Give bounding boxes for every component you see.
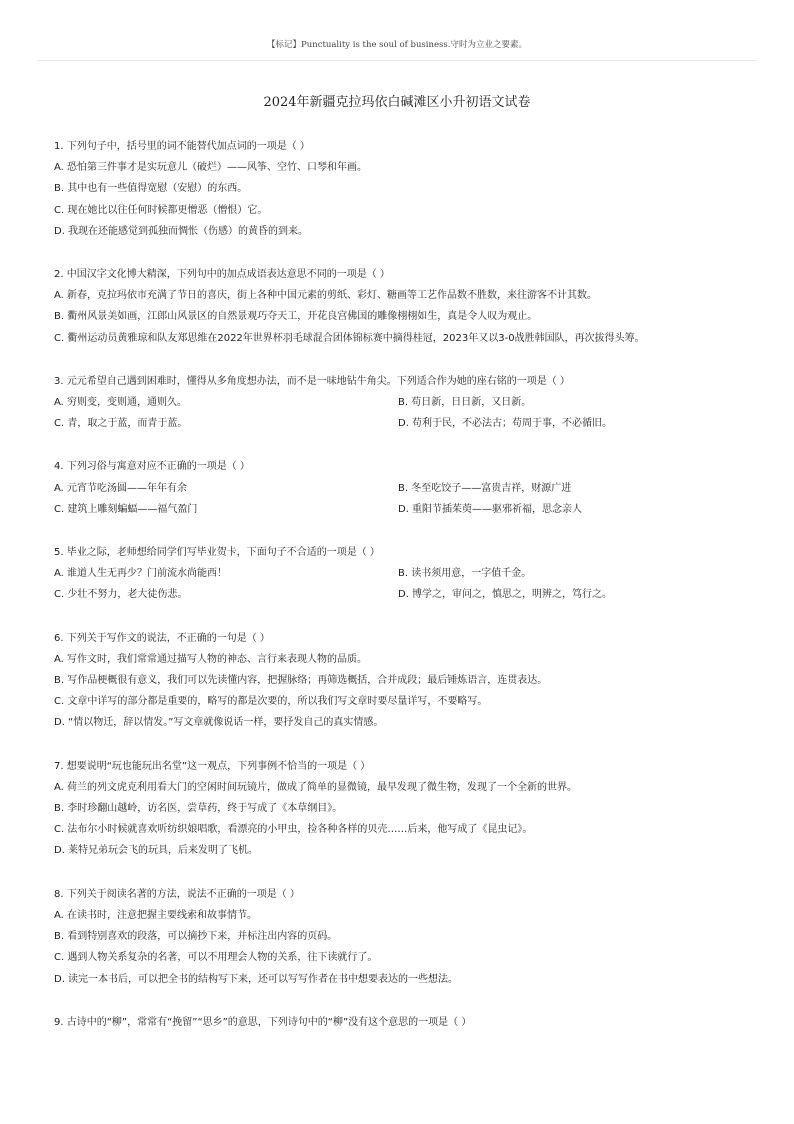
question-stem: 4. 下列习俗与寓意对应不正确的一项是（ ）: [54, 461, 250, 473]
option-c: C. 建筑上雕刻蝙蝠——福气盈门: [54, 503, 198, 515]
option-d: D. 重阳节插茱萸——驱邪祈福，思念亲人: [398, 503, 583, 515]
question-4: [54, 456, 750, 520]
option-d: D. 读完一本书后，可以把全书的结构写下来，还可以写写作者在书中想要表达的一些想法。: [54, 973, 459, 985]
option-c: C. 现在她比以往任何时候都更憎恶（憎恨）它。: [54, 204, 268, 216]
question-stem: 5. 毕业之际，老师想给同学们写毕业贺卡，下面句子不合适的一项是（ ）: [54, 547, 380, 559]
question-list: [54, 136, 750, 1055]
option-a: A. 恐怕第三件事才是实玩意儿（破烂）——风筝、空竹、口琴和年画。: [54, 162, 368, 174]
option-b: B. 其中也有一些值得宽慰（安慰）的东西。: [54, 183, 248, 195]
option-a: A. 元宵节吃汤圆——年年有余: [54, 482, 188, 494]
option-a: A. 穷则变，变则通，通则久。: [54, 397, 188, 409]
question-5: [54, 542, 750, 606]
option-b: B. 看到特别喜欢的段落，可以摘抄下来，并标注出内容的页码。: [54, 931, 338, 943]
question-9: [54, 1012, 750, 1033]
header-divider: [38, 60, 756, 61]
option-b: B. 李时珍翻山越岭，访名医，尝草药，终于写成了《本草纲目》。: [54, 803, 343, 815]
question-stem: 2. 中国汉字文化博大精深，下列句中的加点成语表达意思不同的一项是（ ）: [54, 269, 390, 281]
option-a: A. 荷兰的列文虎克利用看大门的空闲时间玩镜片，做成了简单的显微镜，最早发现了微生物，发现了一个全新的世界。: [54, 781, 578, 793]
option-c: C. 衢州运动员黄雅琼和队友郑思维在2022年世界杯羽毛球混合团体锦标赛中摘得桂冠，2023年又以3-0战胜韩国队，再次拔得头筹。: [54, 332, 645, 344]
option-b: B. 苟日新，日日新，又日新。: [398, 397, 532, 409]
option-d: D. 我现在还能感觉到孤独而惆怅（伤感）的黄昏的到来。: [54, 225, 309, 237]
question-stem: 3. 元元希望自己遇到困难时，懂得从多角度想办法，而不是一味地钻牛角尖。下列适合作为她的座右铭的一项是（ ）: [54, 375, 570, 387]
option-d: D. 莱特兄弟玩会飞的玩具，后来发明了飞机。: [54, 845, 259, 857]
question-stem: 8. 下列关于阅读名著的方法，说法不正确的一项是（ ）: [54, 888, 300, 900]
question-2: [54, 264, 750, 349]
option-c: C. 青，取之于蓝，而青于蓝。: [54, 418, 188, 430]
page-header-banner: 【标记】Punctuality is the soul of business.守时为立业之要素。: [267, 40, 527, 50]
option-a: A. 谁道人生无再少？门前流水尚能西！: [54, 568, 228, 580]
option-b: B. 冬至吃饺子——富贵吉祥，财源广进: [398, 482, 572, 494]
option-b: B. 写作品梗概很有意义，我们可以先读懂内容，把握脉络；再筛选概括，合并成段；最后锤炼语言，连贯表达。: [54, 675, 548, 687]
option-b: B. 读书须用意，一字值千金。: [398, 568, 532, 580]
question-7: [54, 756, 750, 862]
option-grid: [54, 392, 750, 434]
question-stem: 9. 古诗中的“柳”，常常有“挽留”“思乡”的意思，下列诗句中的“柳”没有这个意思的一项是（ ）: [54, 1016, 472, 1028]
page-title: 2024年新疆克拉玛依白碱滩区小升初语文试卷: [263, 95, 531, 110]
option-grid: [54, 563, 750, 605]
question-3: [54, 371, 750, 435]
option-d: D. 博学之，审问之，慎思之，明辨之，笃行之。: [398, 589, 613, 601]
question-stem: 6. 下列关于写作文的说法，不正确的一句是（ ）: [54, 632, 270, 644]
option-c: C. 文章中详写的部分都是重要的，略写的都是次要的，所以我们写文章时要尽量详写，不要略写。: [54, 696, 488, 708]
option-a: A. 写作文时，我们常常通过描写人物的神态、言行来表现人物的品质。: [54, 653, 368, 665]
option-c: C. 少壮不努力，老大徒伤悲。: [54, 589, 188, 601]
option-c: C. 遇到人物关系复杂的名著，可以不用理会人物的关系，往下读就行了。: [54, 952, 378, 964]
question-8: [54, 884, 750, 990]
question-stem: 1. 下列句子中，括号里的词不能替代加点词的一项是（ ）: [54, 141, 310, 152]
option-grid: [54, 478, 750, 520]
option-b: B. 衢州风景美如画，江郎山风景区的自然景观巧夺天工，开花良宫佛国的雕像栩栩如生，真是令人叹为观止。: [54, 311, 538, 323]
option-d: D. 苟利于民，不必法古；苟周于事，不必循旧。: [398, 418, 613, 430]
option-d: D. “情以物迁，辞以情发。”写文章就像说话一样，要抒发自己的真实情感。: [54, 717, 384, 729]
option-a: A. 在读书时，注意把握主要线索和故事情节。: [54, 909, 258, 921]
option-c: C. 法布尔小时候就喜欢听纺织娘唱歌，看漂亮的小甲虫，捡各种各样的贝壳……后来，他写成了《昆虫记》。: [54, 824, 533, 836]
option-a: A. 新春，克拉玛依市充满了节日的喜庆，街上各种中国元素的剪纸、彩灯、糖画等工艺作品数不胜数，来往游客不计其数。: [54, 290, 598, 302]
question-stem: 7. 想要说明“玩也能玩出名堂”这一观点，下列事例不恰当的一项是（ ）: [54, 760, 371, 772]
question-6: [54, 628, 750, 734]
question-1: [54, 136, 750, 242]
